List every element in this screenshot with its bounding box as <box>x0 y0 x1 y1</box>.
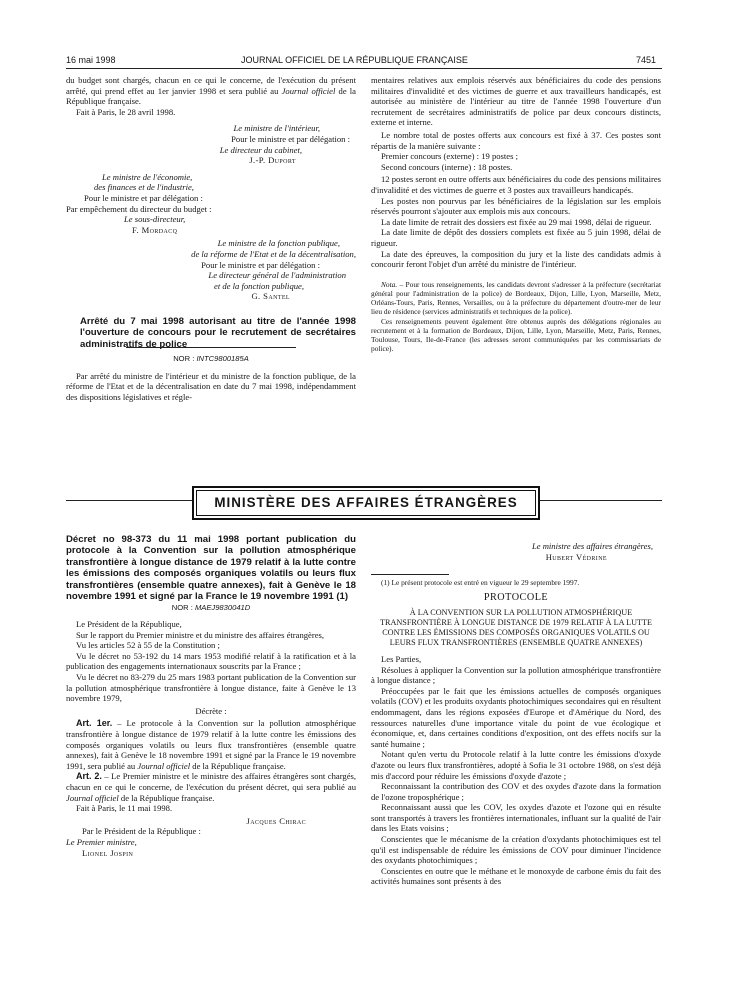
preambule-4: Reconnaissant la contribution des COV et des oxydes d'azote dans la formation de l'ozone troposphérique ; <box>371 781 661 802</box>
preambule-1: Résolues à appliquer la Convention sur la pollution atmosphérique transfrontière à longue distance ; <box>371 664 661 686</box>
signature-fonction-publique: Le ministre de la fonction publique, de la réforme de l'Etat et de la décentralisation, Pour le ministre et par délégation : Le directeur général de l'administration et de la fonction publique, G. Santel <box>191 238 356 302</box>
nota-paragraph-2: Ces renseignements peuvent également être obtenus auprès des délégations régionales au recrutement et à la formation de Bordeaux, Dijon, Lille, Lyon, Marseille, Metz, Paris, Rennes, Toulouse, Tours, Ile-de-France (les adresses seront communiquées par les commissariats de police). <box>371 316 661 354</box>
arrete-nor: NOR : INTC9800185A <box>173 354 249 364</box>
postes-reserves: 12 postes seront en outre offerts aux bénéficiaires du code des pensions militaires d'invalidité et des victimes de guerre et 3 postes aux travailleurs handicapés. <box>371 174 662 195</box>
right-bottom-column <box>371 541 661 887</box>
section-rule <box>126 347 296 348</box>
premier-ministre-name: Lionel Jospin <box>82 847 134 858</box>
protocol-subtitle: À LA CONVENTION SUR LA POLLUTION ATMOSPHÉRIQUE TRANSFRONTIÈRE À LONGUE DISTANCE DE 1979 RELATIF À LA LUTTE CONTRE LES ÉMISSIONS DES COMPOSÉS ORGANIQUES VOLATILS OU LEURS FLUX TRANSFRONTIÈRES (ENSEMBLE QUATRE ANNEXES) <box>379 607 652 647</box>
header-page-number: 7451 <box>636 55 657 65</box>
decrete: Décrète : <box>195 705 227 716</box>
footnote: (1) Le présent protocole est entré en vigueur le 29 septembre 1997. <box>381 578 580 588</box>
sur-le-rapport: Sur le rapport du Premier ministre et du ministre des affaires étrangères, <box>76 629 325 640</box>
president: Le Président de la République, <box>76 619 182 630</box>
second-concours: Second concours (interne) : 18 postes. <box>381 161 513 172</box>
signature-ministre-name: Hubert Védrine <box>545 551 607 562</box>
nota-block <box>371 280 661 354</box>
signature-economie: Le ministre de l'économie, des finances et de l'industrie, Pour le ministre et par délégation : Par empêchement du directeur du budget : Le sous-directeur, F. Mordacq <box>66 171 212 235</box>
premier-concours: Premier concours (externe) : 19 postes ; <box>381 151 518 162</box>
decret-nor: NOR : MAEJ9830041D <box>171 603 251 613</box>
vu-decret-1953: Vu le décret no 53-192 du 14 mars 1953 modifié relatif à la ratification et à la publication des engagements internationaux souscrits par la France ; <box>66 650 356 672</box>
vu-constitution: Vu les articles 52 à 55 de la Constitution ; <box>76 640 220 651</box>
left-top-column <box>66 75 356 402</box>
article-1: Art. 1er. – Le protocole à la Convention sur la pollution atmosphérique transfrontière à longue distance de 1979 relatif à la lutte contre les émissions des composés organiques volatils ou leurs flux transfrontières (ensemble quatre annexes), fait à Genève le 18 novembre 1991 et signé par la France le 19 novembre 1991, sera publié au Journal officiel de la République française. <box>66 718 356 771</box>
right-top-column <box>371 75 661 353</box>
ministry-name: MINISTÈRE DES AFFAIRES ÉTRANGÈRES <box>214 495 518 510</box>
header-date: 16 mai 1998 <box>66 55 116 65</box>
preambule-6: Conscientes que le mécanisme de la création d'oxydants photochimiques est tel qu'il est indispensable de réduire les émissions de COV pour diminuer l'incidence des oxydants photochimiques ; <box>371 834 661 866</box>
preambule-3: Notant qu'en vertu du Protocole relatif à la lutte contre les émissions d'oxyde d'azote ou leurs flux transfrontières, adopté à Sofia le 31 octobre 1988, on s'est déjà mis d'accord pour réduire les émissions d'oxyde d'azote ; <box>371 749 661 781</box>
arrete-continued: mentaires relatives aux emplois réservés aux bénéficiaires du code des pensions militaires d'invalidité et des victimes de guerre et aux travailleurs handicapés, est autorisée au ministère de l'intérieur au titre de l'année 1998 l'ouverture d'un recrutement de secrétaires administratifs de police par deux concours distincts, externe et interne. <box>371 75 661 128</box>
signature-interieur: Le ministre de l'intérieur, Pour le ministre et par délégation : Le directeur du cabinet, J.-P. Duport <box>219 123 350 166</box>
postes-total: Le nombre total de postes offerts aux concours est fixé à 37. Ces postes sont répartis de la manière suivante : <box>371 129 661 151</box>
footnote-rule <box>371 574 449 575</box>
nota-paragraph: Nota. – Pour tous renseignements, les candidats devront s'adresser à la préfecture (secrétariat général pour l'administration de la police) de Bordeaux, Dijon, Lille, Lyon, Marseille, Metz, Orléans-Tours, Paris, Rennes, Versailles, ou à la préfecture du département d'outre-mer de leur lieu de résidence (services administratifs et techniques de la police). <box>371 279 661 317</box>
ministry-banner <box>192 486 540 520</box>
vu-decret-1983: Vu le décret no 83-279 du 25 mars 1983 portant publication de la Convention sur la pollution atmosphérique transfrontière à longue distance, faite à Genève le 13 novembre 1979, <box>66 672 356 704</box>
header-journal-title: JOURNAL OFFICIEL DE LA RÉPUBLIQUE FRANÇAISE <box>241 55 468 65</box>
par-le-president: Par le Président de la République : <box>82 826 201 837</box>
closing-paragraph: du budget sont chargés, chacun en ce qui le concerne, de l'exécution du présent arrêté, qui prend effet au 1er janvier 1998 et sera publié au Journal officiel de la République française. <box>66 75 356 107</box>
preambule-2: Préoccupées par le fait que les émissions actuelles de composés organiques volatils (COV) et les produits oxydants photochimiques secondaires qui en résultent endommagent, dans les régions exposées d'Europe et d'Amérique du Nord, des ressources naturelles d'une importance vitale du point de vue écologique et économique, et, dans certaines conditions d'exposition, ont des effets nocifs sur la santé humaine ; <box>371 685 661 749</box>
header-rule <box>66 68 662 69</box>
article-2: Art. 2. – Le Premier ministre et le ministre des affaires étrangères sont chargés, chacun en ce qui le concerne, de l'exécution du présent décret, qui sera publié au Journal officiel de la République française. <box>66 771 356 803</box>
preambule-5: Reconnaissant aussi que les COV, les oxydes d'azote et l'ozone qui en résulte sont transportés à travers les frontières internationales, influant sur la qualité de l'air dans les Etats voisins ; <box>371 802 661 834</box>
decret-title: Décret no 98-373 du 11 mai 1998 portant publication du protocole à la Convention sur la pollution atmosphérique transfrontière à longue distance de 1979 relatif à la lutte contre les émissions des composés organiques volatils ou leurs flux transfrontières (ensemble quatre annexes), fait à Genève le 18 novembre 1991 et signé par la France le 19 novembre 1991 (1) <box>66 534 356 603</box>
signature-ministre-role: Le ministre des affaires étrangères, <box>531 541 653 551</box>
done-at: Fait à Paris, le 28 avril 1998. <box>76 106 176 117</box>
signature-president: Jacques Chirac <box>246 815 306 826</box>
preambule-7: Conscientes en outre que le méthane et le monoxyde de carbone émis du fait des activités humaines sont présents à des <box>371 865 661 887</box>
date-retrait: La date limite de retrait des dossiers est fixée au 29 mai 1998, délai de rigueur. <box>381 216 652 227</box>
arrete-paragraph: Par arrêté du ministre de l'intérieur et du ministre de la fonction publique, de la réforme de l'Etat et de la décentralisation en date du 7 mai 1998, indépendamment des dispositions législatives et régle- <box>66 370 356 402</box>
premier-ministre-role: Le Premier ministre, <box>66 836 137 847</box>
done-at-decret: Fait à Paris, le 11 mai 1998. <box>76 803 173 814</box>
date-epreuves: La date des épreuves, la composition du jury et la liste des candidats admis à concourir feront l'objet d'un arrêté du ministre de l'intérieur. <box>371 248 661 270</box>
postes-non-pourvus: Les postes non pourvus par les bénéficiaires de la législation sur les emplois réservés pourront s'ajouter aux emplois mis aux concours. <box>371 195 661 217</box>
les-parties: Les Parties, <box>381 653 422 664</box>
date-depot: La date limite de dépôt des dossiers complets est fixée au 5 juin 1998, délai de rigueur. <box>371 227 661 248</box>
arrete-title: Arrêté du 7 mai 1998 autorisant au titre de l'année 1998 l'ouverture de concours pour le recrutement de secrétaires administratifs de police <box>80 315 356 350</box>
left-bottom-column <box>66 534 356 858</box>
protocol-heading: PROTOCOLE <box>483 592 549 604</box>
